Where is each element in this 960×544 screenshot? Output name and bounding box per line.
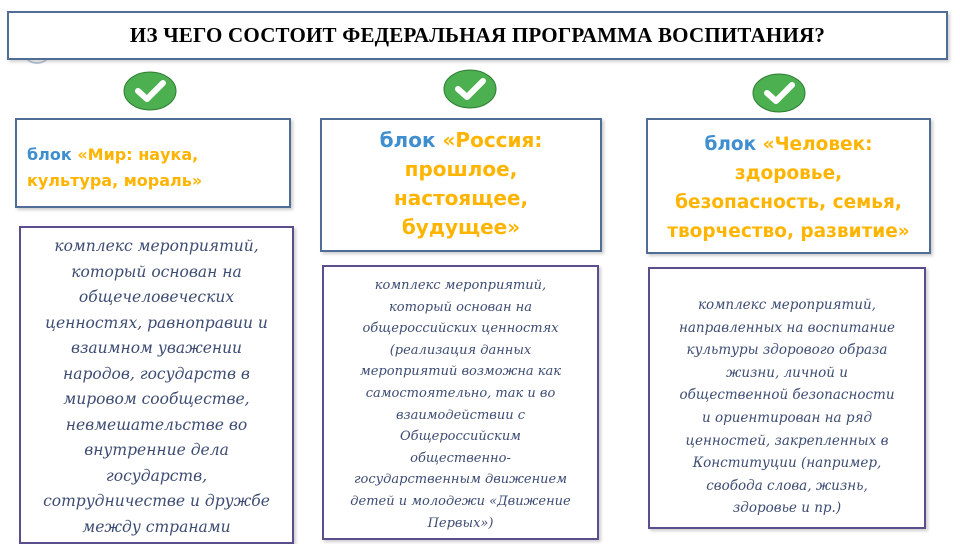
block-world-title-line: культура, мораль» — [27, 171, 203, 190]
block-russia-title-line — [322, 126, 600, 155]
description-line: Конституции (например, — [692, 455, 882, 472]
checkmark-icon — [442, 68, 498, 110]
description-line: ценностей, закрепленных в — [685, 432, 889, 449]
description-line: комплекс мероприятий, — [698, 297, 876, 313]
block-russia-description — [322, 265, 599, 540]
description-line: государственным движением — [353, 472, 568, 488]
block-word: блок — [704, 134, 757, 155]
description-line: взаимном уважении — [70, 339, 243, 357]
description-line: свобода слова, жизнь, — [706, 477, 868, 494]
checkmark-icon — [751, 72, 807, 114]
description-line: направленных на воспитание — [678, 319, 896, 336]
description-line: внутренние дела — [84, 441, 229, 459]
description-line: мировом сообществе, — [63, 390, 250, 408]
description-line: невмешательстве во — [65, 415, 248, 434]
description-line: комплекс мероприятий, — [54, 237, 259, 255]
block-title-part: «Мир: наука, — [77, 145, 199, 164]
title-banner — [7, 11, 948, 60]
description-line: культуры здорового образа — [686, 342, 888, 359]
description-line: взаимодействии с — [395, 407, 526, 423]
description-line: сотрудничестве и дружбе — [43, 492, 270, 510]
block-russia-title-line: будущее» — [401, 215, 521, 239]
block-title-part: «Человек: — [762, 134, 873, 155]
block-human-title-line: здоровье, — [734, 163, 843, 184]
block-russia-header — [320, 118, 602, 252]
block-world-title-line — [27, 142, 202, 168]
description-line: детей и молодежи «Движение — [350, 493, 571, 509]
description-line: Общероссийским — [400, 429, 521, 445]
description-line: здоровье и пр.) — [732, 500, 842, 517]
block-world-header — [15, 118, 291, 208]
checkmark-icon — [122, 70, 178, 112]
block-world-description — [19, 226, 294, 544]
description-line: (реализация данных — [389, 342, 532, 358]
description-line: комплекс мероприятий, — [374, 278, 547, 293]
page-title: ИЗ ЧЕГО СОСТОИТ ФЕДЕРАЛЬНАЯ ПРОГРАММА ВОСПИТАНИЯ? — [129, 23, 826, 47]
block-word: блок — [27, 145, 72, 164]
description-line: государств, — [105, 466, 208, 485]
description-line: который основан на — [389, 299, 532, 315]
block-human-description — [648, 267, 926, 529]
block-human-header — [646, 118, 931, 254]
block-word: блок — [379, 128, 436, 152]
block-human-title-line: безопасность, семья, — [675, 192, 902, 213]
description-line: мероприятий возможна как — [359, 364, 562, 380]
description-line: самостоятельно, так и во — [365, 385, 556, 401]
description-line: общественной безопасности — [679, 387, 895, 404]
description-line: Первых») — [427, 515, 494, 531]
block-human-title-line — [648, 130, 929, 159]
description-line: общественно- — [410, 450, 511, 466]
block-russia-title-line: прошлое, — [404, 157, 518, 181]
description-line: ценностях, равноправии и — [45, 313, 268, 332]
block-human-title-line: творчество, развитие» — [667, 221, 910, 242]
description-line: который основан на — [71, 262, 242, 281]
block-russia-title-line: настоящее, — [393, 186, 529, 210]
description-line: народов, государств в — [63, 364, 250, 383]
description-line: жизни, личной и — [726, 364, 848, 381]
description-line: и ориентирован на ряд — [701, 409, 873, 426]
block-title-part: «Россия: — [442, 128, 543, 152]
description-line: общечеловеческих — [78, 288, 235, 306]
description-line: между странами — [82, 517, 231, 536]
description-line: общероссийских ценностях — [362, 321, 559, 337]
